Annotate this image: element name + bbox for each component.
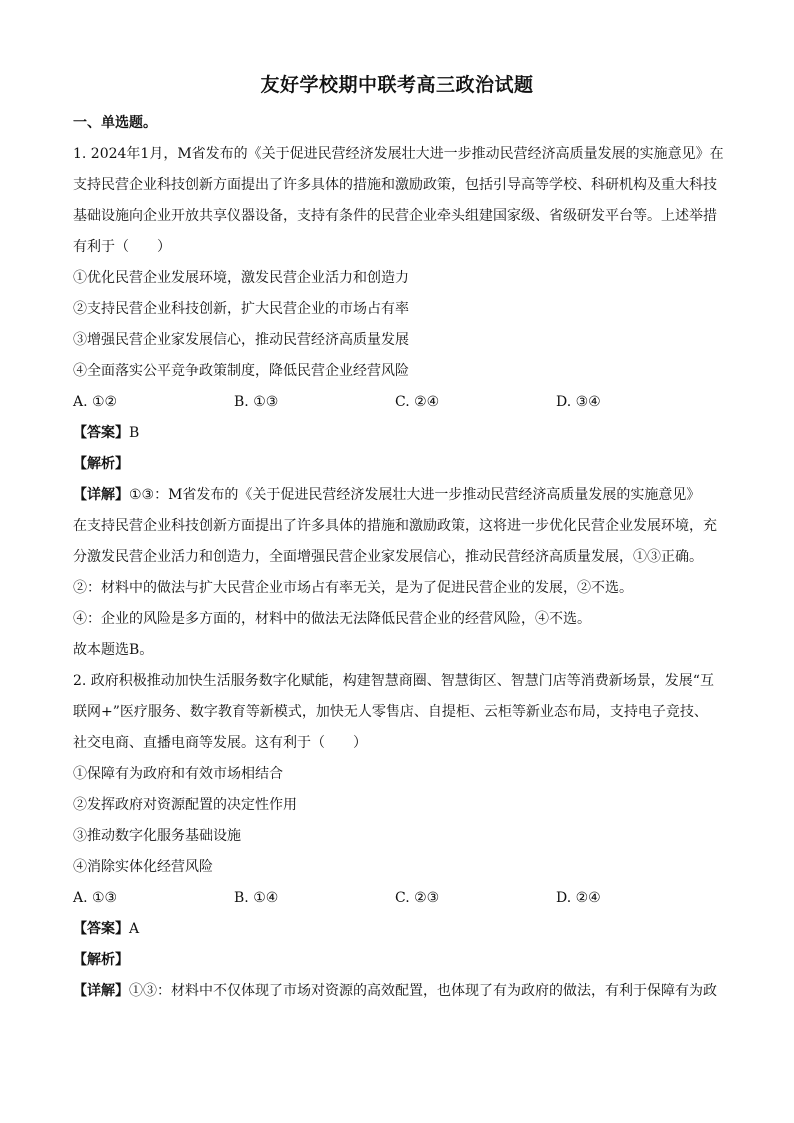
answer-value: A: [129, 921, 140, 937]
question-stem-line: 基础设施向企业开放共享仪器设备，支持有条件的民营企业牵头组建国家级、省级研发平台等。上述举措: [73, 208, 717, 224]
detail-line: [73, 976, 723, 1007]
detail-line: ④：企业的风险是多方面的，材料中的做法无法降低民营企业的经营风险，④不选。: [73, 611, 591, 627]
detail-line: [73, 480, 723, 511]
question-stem-line: 联网+”医疗服务、数字教育等新模式，加快无人零售店、自提柜、云柜等新业态布局，支持电子竞技、: [73, 704, 708, 720]
answer-tag: 【答案】: [73, 425, 129, 441]
choice-item: ④全面落实公平竞争政策制度，降低民营企业经营风险: [73, 363, 409, 379]
options-row: [73, 883, 723, 914]
answer-line: [73, 914, 723, 945]
option-d: D. ②④: [556, 890, 601, 906]
option-a: A. ①②: [73, 394, 118, 410]
detail-line: 在支持民营企业科技创新方面提出了许多具体的措施和激励政策，这将进一步优化民营企业发展环境，充: [73, 518, 717, 534]
answer-tag: 【答案】: [73, 921, 129, 937]
answer-value: B: [129, 425, 140, 441]
choice-item: ④消除实体化经营风险: [73, 859, 213, 875]
analysis-tag: 【解析】: [73, 456, 129, 472]
choice-item: ③增强民营企业家发展信心，推动民营经济高质量发展: [73, 332, 409, 348]
question-stem-line: 支持民营企业科技创新方面提出了许多具体的措施和激励政策，包括引导高等学校、科研机构及重大科技: [73, 177, 717, 193]
detail-line: ②：材料中的做法与扩大民营企业市场占有率无关，是为了促进民营企业的发展，②不选。: [73, 580, 633, 596]
choice-item: ①优化民营企业发展环境，激发民营企业活力和创造力: [73, 270, 409, 286]
analysis-tag: 【解析】: [73, 952, 129, 968]
option-b: B. ①④: [234, 890, 279, 906]
detail-text: ①③：材料中不仅体现了市场对资源的高效配置，也体现了有为政府的做法，有利于保障有为政: [129, 983, 717, 999]
option-b: B. ①③: [234, 394, 279, 410]
detail-text: ①③：M省发布的《关于促进民营经济发展壮大进一步推动民营经济高质量发展的实施意见》: [129, 487, 701, 503]
option-a: A. ①③: [73, 890, 118, 906]
page-title: 友好学校期中联考高三政治试题: [260, 74, 534, 96]
detail-tag: 【详解】: [73, 983, 129, 999]
answer-line: [73, 418, 723, 449]
choice-item: ①保障有为政府和有效市场相结合: [73, 766, 283, 782]
option-d: D. ③④: [556, 394, 601, 410]
question-stem-line: 有利于（ ）: [73, 239, 171, 255]
choice-item: ③推动数字化服务基础设施: [73, 828, 241, 844]
document-body: [73, 108, 723, 1007]
option-c: C. ②③: [395, 890, 440, 906]
question-stem-line: 1. 2024年1月，M省发布的《关于促进民营经济发展壮大进一步推动民营经济高质量发展的实施意见》在: [73, 146, 724, 162]
question-stem-line: 社交电商、直播电商等发展。这有利于（ ）: [73, 735, 367, 751]
detail-line: 故本题选B。: [73, 642, 154, 658]
options-row: [73, 387, 723, 418]
choice-item: ②发挥政府对资源配置的决定性作用: [73, 797, 297, 813]
question-2: [73, 666, 723, 1007]
choice-item: ②支持民营企业科技创新，扩大民营企业的市场占有率: [73, 301, 409, 317]
detail-tag: 【详解】: [73, 487, 129, 503]
question-stem-line: 2. 政府积极推动加快生活服务数字化赋能，构建智慧商圈、智慧街区、智慧门店等消费新场景，发展“互: [73, 673, 714, 689]
question-1: [73, 139, 723, 666]
section-heading: 一、单选题。: [73, 115, 157, 131]
detail-line: 分激发民营企业活力和创造力，全面增强民营企业家发展信心，推动民营经济高质量发展，①③正确。: [73, 549, 703, 565]
option-c: C. ②④: [395, 394, 440, 410]
